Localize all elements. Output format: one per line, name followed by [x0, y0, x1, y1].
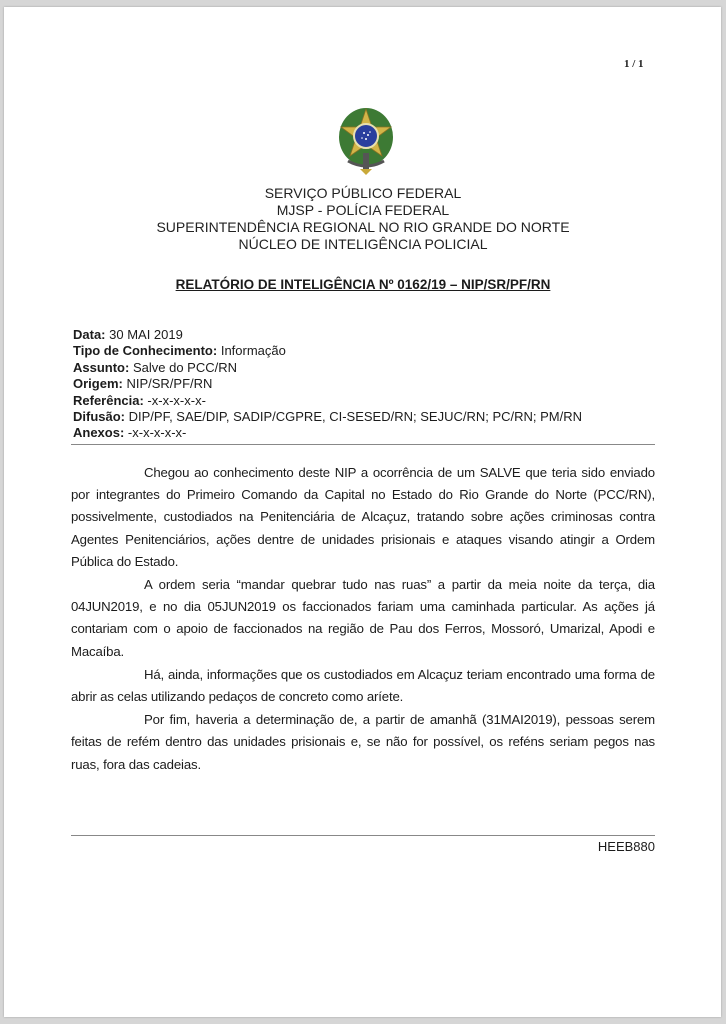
paragraph: Chegou ao conhecimento deste NIP a ocorrência de um SALVE que teria sido enviado por integrantes do Primeiro Comando da Capital no Estado do Rio Grande do Norte (PCC/RN), possivelmente, custodiados na Penitenciária de Alcaçuz, tratando sobre ações criminosas contra Agentes Penitenciários, ações dentre de unidades prisionais e ataques visando atingir a Ordem Pública do Estado. — [71, 465, 655, 569]
page-number: 1 / 1 — [624, 58, 644, 70]
divider — [71, 444, 655, 445]
meta-tipo — [73, 343, 633, 359]
meta-label: Origem: — [73, 376, 123, 392]
paragraph: Por fim, haveria a determinação de, a partir de amanhã (31MAI2019), pessoas serem feitas de refém dentro das unidades prisionais e, se não for possível, os reféns seriam pegos nas ruas, fora das cadeias. — [71, 712, 655, 772]
brazil-coat-of-arms-icon — [334, 105, 398, 177]
meta-origem — [73, 376, 633, 392]
meta-label: Anexos: — [73, 425, 125, 441]
meta-referencia — [73, 393, 633, 409]
divider — [71, 835, 655, 836]
paragraph: A ordem seria “mandar quebrar tudo nas ruas” a partir da meia noite da terça, dia 04JUN2019, e no dia 05JUN2019 os faccionados fariam uma caminhada particular. As ações já contariam com o apoio de faccionados na região de Pau dos Ferros, Mossoró, Umarizal, Apodi e Macaíba. — [71, 577, 655, 659]
meta-value: DIP/PF, SAE/DIP, SADIP/CGPRE, CI-SESED/RN; SEJUC/RN; PC/RN; PM/RN — [125, 409, 583, 425]
meta-value: Salve do PCC/RN — [129, 359, 237, 375]
report-body — [71, 462, 655, 777]
header-line-2: MJSP - POLÍCIA FEDERAL — [276, 202, 450, 218]
report-title: RELATÓRIO DE INTELIGÊNCIA Nº 0162/19 – NIP/SR/PF/RN — [175, 277, 551, 292]
header-line-4: NÚCLEO DE INTELIGÊNCIA POLICIAL — [238, 236, 488, 252]
report-metadata — [73, 327, 633, 442]
document-header — [0, 185, 726, 253]
document-code: HEEB880 — [597, 839, 655, 854]
meta-value: NIP/SR/PF/RN — [122, 376, 213, 392]
header-line-3: SUPERINTENDÊNCIA REGIONAL NO RIO GRANDE DO NORTE — [156, 219, 570, 235]
meta-data — [73, 327, 633, 343]
meta-label: Difusão: — [73, 409, 125, 425]
meta-value: Informação — [217, 343, 286, 359]
meta-label: Assunto: — [73, 359, 130, 375]
meta-value: 30 MAI 2019 — [105, 327, 183, 342]
meta-label: Referência: — [73, 392, 144, 408]
document-page — [4, 7, 721, 1017]
meta-difusao — [73, 409, 633, 425]
meta-value: -x-x-x-x-x- — [124, 425, 187, 441]
header-line-1: SERVIÇO PÚBLICO FEDERAL — [264, 185, 462, 201]
meta-value: -x-x-x-x-x- — [143, 392, 206, 408]
paragraph: Há, ainda, informações que os custodiados em Alcaçuz teriam encontrado uma forma de abrir as celas utilizando pedaços de concreto como aríete. — [71, 666, 655, 705]
meta-anexos — [73, 425, 633, 441]
meta-label: Data: — [73, 327, 106, 342]
meta-assunto — [73, 360, 633, 376]
meta-label: Tipo de Conhecimento: — [73, 343, 218, 359]
